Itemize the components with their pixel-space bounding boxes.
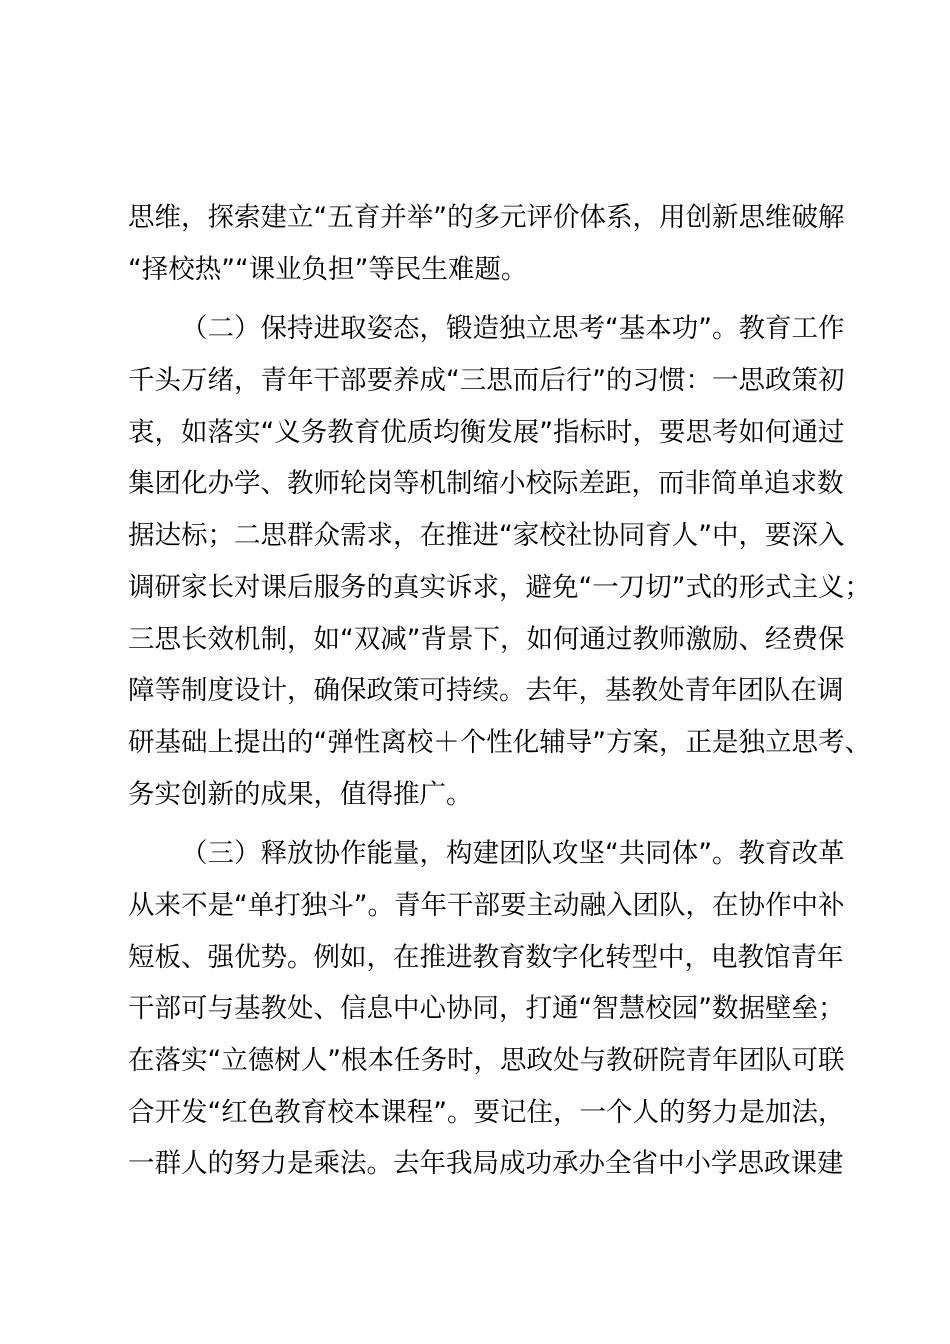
text-line: （二）保持进取姿态，锻造独立思考“基本功”。教育工作 bbox=[181, 313, 845, 345]
text-line: 千头万绪，青年干部要养成“三思而后行”的习惯：一思政策初 bbox=[128, 365, 845, 397]
text-line: 从来不是“单打独斗”。青年干部要主动融入团队，在协作中补 bbox=[128, 889, 845, 921]
text-line: 调研家长对课后服务的真实诉求，避免“一刀切”式的形式主义； bbox=[128, 571, 871, 603]
text-line: 集团化办学、教师轮岗等机制缩小校际差距，而非简单追求数 bbox=[128, 468, 844, 500]
text-line: 在落实“立德树人”根本任务时，思政处与教研院青年团队可联 bbox=[128, 1045, 845, 1076]
paragraph-1 bbox=[128, 192, 845, 295]
text-line: 思维，探索建立“五育并举”的多元评价体系，用创新思维破解 bbox=[128, 202, 845, 233]
paragraph-3 bbox=[128, 828, 845, 1190]
text-line: 障等制度设计，确保政策可持续。去年，基教处青年团队在调 bbox=[128, 675, 844, 707]
paragraph-2 bbox=[128, 303, 871, 820]
text-line: 研基础上提出的“弹性离校＋个性化辅导”方案，正是独立思考、 bbox=[128, 726, 871, 758]
text-line: 合开发“红色教育校本课程”。要记住，一个人的努力是加法， bbox=[128, 1096, 845, 1128]
paragraph-spacing bbox=[128, 820, 824, 828]
document-body bbox=[128, 192, 871, 1190]
text-line: 干部可与基教处、信息中心协同，打通“智慧校园”数据壁垒； bbox=[128, 993, 845, 1025]
text-line: 衷，如落实“义务教育优质均衡发展”指标时，要思考如何通过 bbox=[128, 416, 845, 448]
text-line: 短板、强优势。例如，在推进教育数字化转型中，电教馆青年 bbox=[128, 941, 844, 973]
text-line: 务实创新的成果，值得推广。 bbox=[128, 778, 473, 810]
text-line: “择校热”“课业负担”等民生难题。 bbox=[128, 253, 528, 285]
text-line: 据达标；二思群众需求，在推进“家校社协同育人”中，要深入 bbox=[128, 520, 845, 552]
text-line: 三思长效机制，如“双减”背景下，如何通过教师激励、经费保 bbox=[128, 623, 845, 655]
text-line: 一群人的努力是乘法。去年我局成功承办全省中小学思政课建 bbox=[128, 1148, 844, 1180]
text-line: （三）释放协作能量，构建团队攻坚“共同体”。教育改革 bbox=[181, 838, 845, 870]
paragraph-spacing bbox=[128, 295, 824, 303]
